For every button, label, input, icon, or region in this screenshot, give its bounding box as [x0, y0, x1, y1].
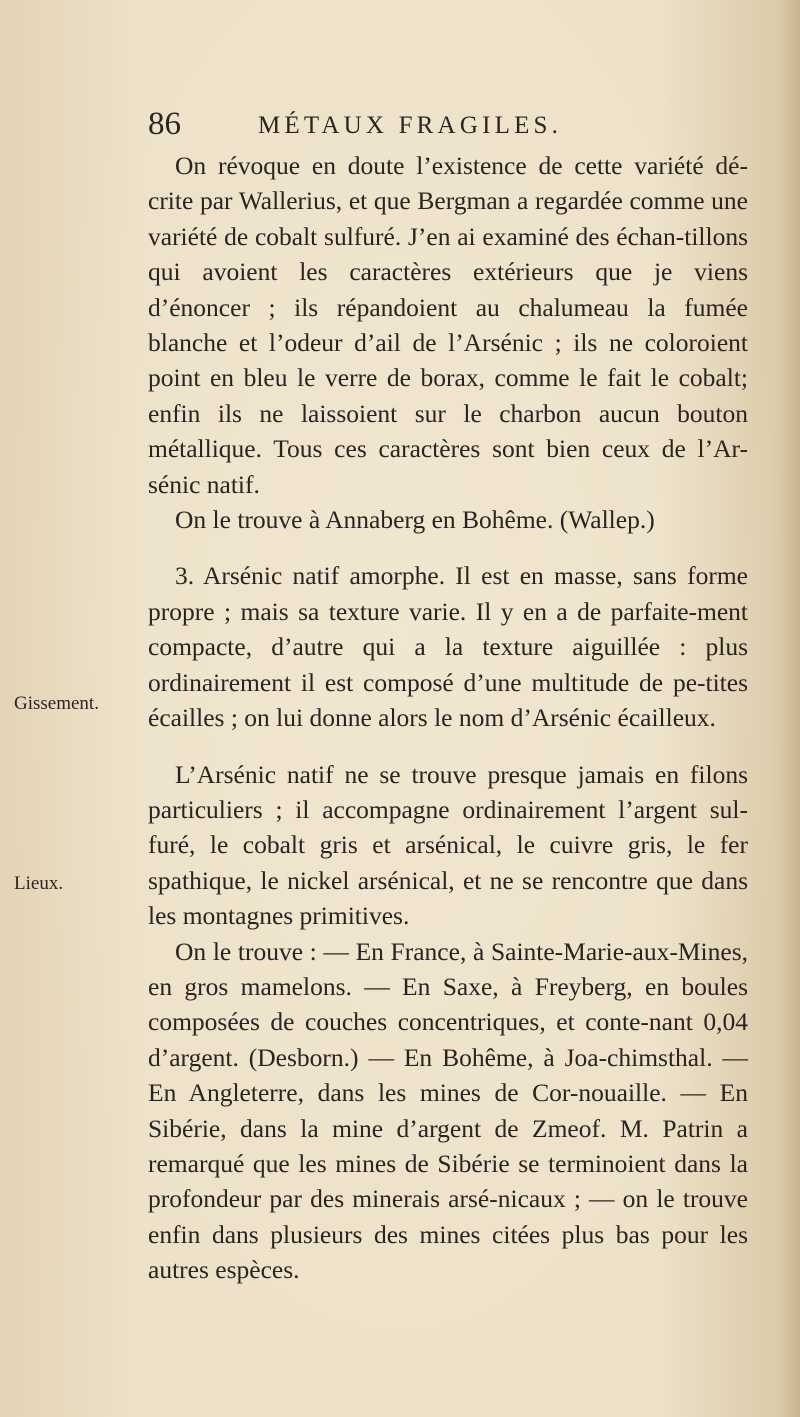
page-header	[148, 104, 748, 144]
page-edge-shadow	[778, 0, 800, 1417]
marginal-note-lieux: Lieux.	[14, 873, 64, 894]
page-number: 86	[148, 106, 181, 142]
paragraph-lieux: On le trouve : — En France, à Sainte-Marie-aux-Mines, en gros mamelons. — En Saxe, à Freyberg, en boules composées de couches concentriques, et conte-nant 0,04 d’argent. (Desborn.) — En Bohême, à Joa-chimsthal. — En Angleterre, dans les mines de Cor-nouaille. — En Sibérie, dans la mine d’argent de Zmeof. M. Patrin a remarqué que les mines de Sibérie se terminoient dans la profondeur par des minerais arsé-nicaux ; — on le trouve enfin dans plusieurs des mines citées plus bas pour les autres espèces.	[148, 936, 748, 1285]
body-text	[148, 148, 748, 1288]
running-head: MÉTAUX FRAGILES.	[258, 112, 563, 139]
marginal-note-gissement: Gissement.	[14, 693, 99, 714]
paragraph-annaberg: On le trouve à Annaberg en Bohême. (Walleр.)	[175, 505, 655, 535]
paragraph-gissement: L’Arsénic natif ne se trouve presque jamais en filons particuliers ; il accompagne ordinairement l’argent sul-furé, le cobalt gris et arsénical, le cuivre gris, le fer spathique, le nickel arsénical, et ne se rencontre que dans les montagnes primitives.	[148, 759, 748, 931]
paragraph-variety-doubt: On révoque en doute l’existence de cette variété dé-crite par Wallerius, et que Bergman a regardée comme une variété de cobalt sulfuré. J’en ai examiné des échan-tillons qui avoient les caractères extérieurs que je viens d’énoncer ; ils répandoient au chalumeau la fumée blanche et l’odeur d’ail de l’Arsénic ; ils ne coloroient point en bleu le verre de borax, comme le fait le cobalt; enfin ils ne laissoient sur le charbon aucun bouton métallique. Tous ces caractères sont bien ceux de l’Ar-sénic natif.	[148, 151, 748, 499]
paragraph-arsenic-amorphe: 3. Arsénic natif amorphe. Il est en masse, sans forme propre ; mais sa texture varie. Il y en a de parfaite-ment compacte, d’autre qui a la texture aiguillée : plus ordinairement il est composé d’une multitude de pe-tites écailles ; on lui donne alors le nom d’Arsénic écailleux.	[148, 561, 748, 733]
